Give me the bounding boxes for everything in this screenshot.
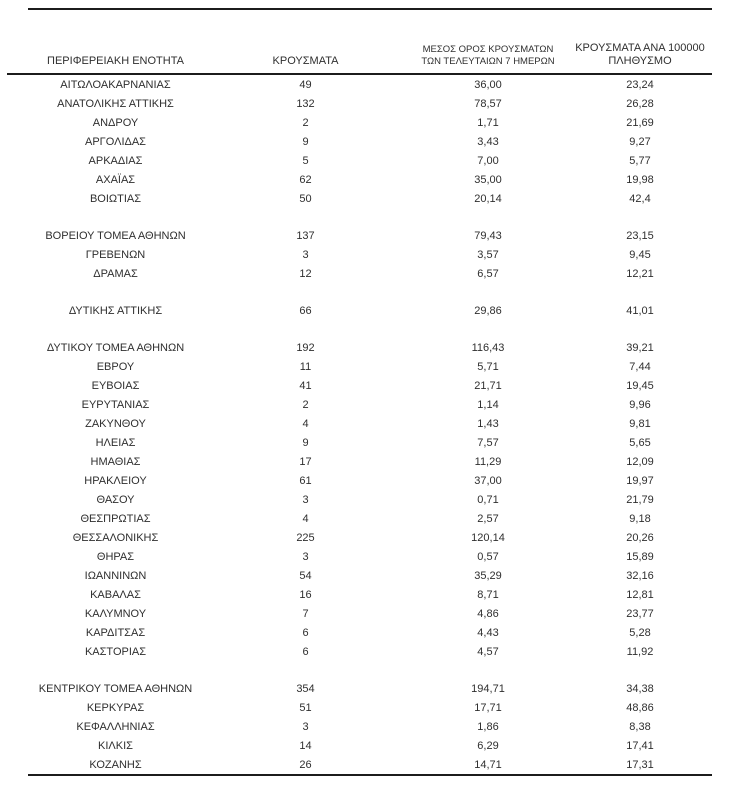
table-row (28, 471, 712, 490)
per100k-cell: 32,16 (626, 569, 654, 582)
cases-cell: 3 (302, 550, 309, 563)
table-row (28, 736, 712, 755)
avg7-cell: 5,71 (477, 360, 499, 373)
avg7-cell: 29,86 (474, 304, 502, 317)
header-cases (203, 42, 408, 74)
table-row (28, 509, 712, 528)
spacer-cell (28, 283, 712, 301)
region-cell: ΔΡΑΜΑΣ (93, 267, 138, 280)
avg7-cell: 2,57 (477, 512, 499, 525)
per100k-cell: 21,79 (626, 493, 654, 506)
table-row (28, 151, 712, 170)
group-spacer-row (28, 320, 712, 338)
region-cell: ΙΩΑΝΝΙΝΩΝ (84, 569, 147, 582)
per100k-cell: 5,65 (629, 436, 651, 449)
group-spacer-row (28, 208, 712, 226)
cases-cell: 6 (302, 645, 309, 658)
region-cell: ΑΡΚΑΔΙΑΣ (88, 154, 143, 167)
header-rule-left-extension (7, 73, 28, 75)
table-row (28, 189, 712, 208)
cases-cell: 132 (296, 97, 315, 110)
cases-cell: 50 (299, 192, 312, 205)
avg7-cell: 194,71 (471, 682, 505, 695)
per100k-cell: 9,27 (629, 135, 651, 148)
table-row (28, 623, 712, 642)
per100k-cell: 9,81 (629, 417, 651, 430)
avg7-cell: 0,71 (477, 493, 499, 506)
cases-cell: 66 (299, 304, 312, 317)
region-cell: ΕΥΡΥΤΑΝΙΑΣ (81, 398, 150, 411)
top-horizontal-rule (28, 8, 712, 10)
cases-cell: 17 (299, 455, 312, 468)
table-row (28, 357, 712, 376)
cases-cell: 4 (302, 417, 309, 430)
table-row (28, 132, 712, 151)
avg7-cell: 6,29 (477, 739, 499, 752)
table-header (28, 42, 712, 74)
cases-cell: 62 (299, 173, 312, 186)
header-avg7-line1: ΜΕΣΟΣ ΟΡΟΣ ΚΡΟΥΣΜΑΤΩΝ (422, 44, 554, 55)
avg7-cell: 1,43 (477, 417, 499, 430)
cases-cell: 225 (296, 531, 315, 544)
header-region (28, 42, 203, 74)
per100k-cell: 17,41 (626, 739, 654, 752)
region-cell: ΗΡΑΚΛΕΙΟΥ (84, 474, 147, 487)
cases-cell: 137 (296, 229, 315, 242)
per100k-cell: 12,09 (626, 455, 654, 468)
table-row (28, 376, 712, 395)
region-cell: ΚΑΡΔΙΤΣΑΣ (85, 626, 146, 639)
cases-table-container (28, 42, 712, 776)
region-cell: ΑΧΑΪΑΣ (95, 173, 136, 186)
table-row (28, 604, 712, 623)
avg7-cell: 7,00 (477, 154, 499, 167)
regional-cases-table (28, 42, 712, 776)
header-per100k-line1: ΚΡΟΥΣΜΑΤΑ ΑΝΑ 100000 (575, 42, 705, 54)
per100k-cell: 26,28 (626, 97, 654, 110)
region-cell: ΚΑΣΤΟΡΙΑΣ (84, 645, 147, 658)
region-cell: ΓΡΕΒΕΝΩΝ (85, 248, 146, 261)
table-row (28, 585, 712, 604)
region-cell: ΘΗΡΑΣ (96, 550, 135, 563)
per100k-cell: 5,28 (629, 626, 651, 639)
table-row (28, 113, 712, 132)
region-cell: ΑΡΓΟΛΙΔΑΣ (85, 135, 146, 148)
region-cell: ΕΥΒΟΙΑΣ (91, 379, 140, 392)
avg7-cell: 1,14 (477, 398, 499, 411)
avg7-cell: 3,43 (477, 135, 499, 148)
per100k-cell: 12,81 (626, 588, 654, 601)
region-cell: ΔΥΤΙΚΟΥ ΤΟΜΕΑ ΑΘΗΝΩΝ (46, 341, 185, 354)
region-cell: ΕΒΡΟΥ (96, 360, 135, 373)
cases-cell: 3 (302, 248, 309, 261)
table-row (28, 490, 712, 509)
table-row (28, 642, 712, 661)
avg7-cell: 78,57 (474, 97, 502, 110)
cases-cell: 354 (296, 682, 315, 695)
per100k-cell: 17,31 (626, 758, 654, 771)
per100k-cell: 19,97 (626, 474, 654, 487)
avg7-cell: 36,00 (474, 78, 502, 91)
avg7-cell: 4,43 (477, 626, 499, 639)
table-row (28, 698, 712, 717)
avg7-cell: 21,71 (474, 379, 502, 392)
cases-cell: 49 (299, 78, 312, 91)
avg7-cell: 8,71 (477, 588, 499, 601)
avg7-cell: 79,43 (474, 229, 502, 242)
table-row (28, 395, 712, 414)
region-cell: ΚΙΛΚΙΣ (98, 739, 133, 752)
header-cases-label: ΚΡΟΥΣΜΑΤΑ (272, 55, 339, 67)
region-cell: ΚΟΖΑΝΗΣ (89, 758, 142, 771)
per100k-cell: 9,18 (629, 512, 651, 525)
avg7-cell: 35,29 (474, 569, 502, 582)
avg7-cell: 37,00 (474, 474, 502, 487)
avg7-cell: 0,57 (477, 550, 499, 563)
region-cell: ΑΝΑΤΟΛΙΚΗΣ ΑΤΤΙΚΗΣ (57, 97, 174, 110)
avg7-cell: 35,00 (474, 173, 502, 186)
per100k-cell: 39,21 (626, 341, 654, 354)
region-cell: ΚΑΛΥΜΝΟΥ (84, 607, 147, 620)
per100k-cell: 19,98 (626, 173, 654, 186)
per100k-cell: 7,44 (629, 360, 651, 373)
table-row (28, 433, 712, 452)
per100k-cell: 48,86 (626, 701, 654, 714)
table-row (28, 74, 712, 94)
cases-cell: 5 (302, 154, 309, 167)
table-row (28, 528, 712, 547)
cases-cell: 26 (299, 758, 312, 771)
cases-cell: 16 (299, 588, 312, 601)
cases-cell: 7 (302, 607, 309, 620)
region-cell: ΑΝΔΡΟΥ (92, 116, 139, 129)
per100k-cell: 19,45 (626, 379, 654, 392)
per100k-cell: 42,4 (629, 192, 651, 205)
per100k-cell: 9,45 (629, 248, 651, 261)
header-row (28, 42, 712, 74)
header-per100k-line2: ΠΛΗΘΥΣΜΟ (608, 55, 672, 67)
table-row (28, 245, 712, 264)
per100k-cell: 41,01 (626, 304, 654, 317)
region-cell: ΑΙΤΩΛΟΑΚΑΡΝΑΝΙΑΣ (60, 78, 171, 91)
table-row (28, 679, 712, 698)
cases-cell: 12 (299, 267, 312, 280)
per100k-cell: 12,21 (626, 267, 654, 280)
avg7-cell: 11,29 (474, 455, 502, 468)
table-row (28, 566, 712, 585)
cases-cell: 61 (299, 474, 312, 487)
table-row (28, 170, 712, 189)
group-spacer-row (28, 283, 712, 301)
header-avg7 (408, 42, 568, 74)
header-avg7-line2: ΤΩΝ ΤΕΛΕΥΤΑΙΩΝ 7 ΗΜΕΡΩΝ (421, 56, 555, 67)
avg7-cell: 3,57 (477, 248, 499, 261)
region-cell: ΘΕΣΠΡΩΤΙΑΣ (80, 512, 151, 525)
cases-cell: 2 (302, 398, 309, 411)
group-spacer-row (28, 661, 712, 679)
cases-cell: 11 (299, 360, 312, 373)
avg7-cell: 4,57 (477, 645, 499, 658)
region-cell: ΒΟΙΩΤΙΑΣ (89, 192, 142, 205)
cases-cell: 4 (302, 512, 309, 525)
spacer-cell (28, 208, 712, 226)
per100k-cell: 20,26 (626, 531, 654, 544)
region-cell: ΖΑΚΥΝΘΟΥ (85, 417, 146, 430)
per100k-cell: 23,15 (626, 229, 654, 242)
spacer-cell (28, 661, 712, 679)
table-row (28, 338, 712, 357)
cases-cell: 9 (302, 135, 309, 148)
per100k-cell: 5,77 (629, 154, 651, 167)
region-cell: ΘΕΣΣΑΛΟΝΙΚΗΣ (72, 531, 159, 544)
table-row (28, 755, 712, 775)
cases-cell: 2 (302, 116, 309, 129)
avg7-cell: 20,14 (474, 192, 502, 205)
avg7-cell: 116,43 (471, 341, 505, 354)
region-cell: ΗΛΕΙΑΣ (95, 436, 136, 449)
cases-cell: 54 (299, 569, 312, 582)
avg7-cell: 120,14 (471, 531, 505, 544)
region-cell: ΒΟΡΕΙΟΥ ΤΟΜΕΑ ΑΘΗΝΩΝ (45, 229, 186, 242)
cases-cell: 3 (302, 720, 309, 733)
table-body (28, 74, 712, 775)
avg7-cell: 6,57 (477, 267, 499, 280)
avg7-cell: 17,71 (474, 701, 502, 714)
per100k-cell: 34,38 (626, 682, 654, 695)
cases-cell: 6 (302, 626, 309, 639)
avg7-cell: 1,71 (477, 116, 499, 129)
region-cell: ΗΜΑΘΙΑΣ (90, 455, 141, 468)
cases-cell: 51 (299, 701, 312, 714)
header-region-label: ΠΕΡΙΦΕΡΕΙΑΚΗ ΕΝΟΤΗΤΑ (47, 55, 184, 67)
table-row (28, 301, 712, 320)
table-row (28, 547, 712, 566)
region-cell: ΚΕΡΚΥΡΑΣ (86, 701, 145, 714)
table-row (28, 226, 712, 245)
per100k-cell: 15,89 (626, 550, 654, 563)
region-cell: ΚΕΦΑΛΛΗΝΙΑΣ (76, 720, 155, 733)
table-row (28, 264, 712, 283)
avg7-cell: 1,86 (477, 720, 499, 733)
per100k-cell: 9,96 (629, 398, 651, 411)
avg7-cell: 14,71 (474, 758, 502, 771)
per100k-cell: 23,77 (626, 607, 654, 620)
per100k-cell: 23,24 (626, 78, 654, 91)
table-row (28, 717, 712, 736)
cases-cell: 9 (302, 436, 309, 449)
cases-cell: 3 (302, 493, 309, 506)
cases-cell: 192 (296, 341, 315, 354)
table-row (28, 414, 712, 433)
per100k-cell: 8,38 (629, 720, 651, 733)
per100k-cell: 21,69 (626, 116, 654, 129)
cases-cell: 41 (299, 379, 312, 392)
per100k-cell: 11,92 (626, 645, 654, 658)
region-cell: ΘΑΣΟΥ (96, 493, 135, 506)
region-cell: ΔΥΤΙΚΗΣ ΑΤΤΙΚΗΣ (68, 304, 163, 317)
header-per100k (568, 42, 712, 74)
region-cell: ΚΕΝΤΡΙΚΟΥ ΤΟΜΕΑ ΑΘΗΝΩΝ (38, 682, 193, 695)
avg7-cell: 7,57 (477, 436, 499, 449)
spacer-cell (28, 320, 712, 338)
table-row (28, 452, 712, 471)
cases-cell: 14 (299, 739, 312, 752)
region-cell: ΚΑΒΑΛΑΣ (90, 588, 141, 601)
avg7-cell: 4,86 (477, 607, 499, 620)
table-row (28, 94, 712, 113)
